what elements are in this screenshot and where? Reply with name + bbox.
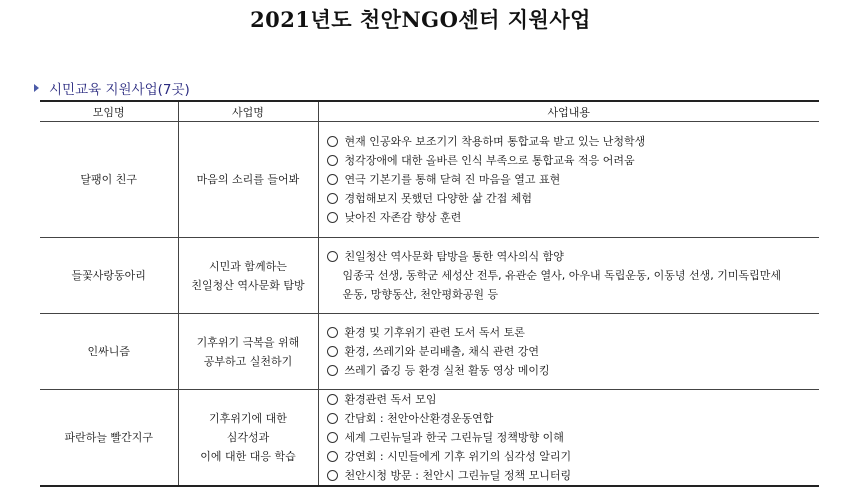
list-item-text: 친일청산 역사문화 탐방을 통한 역사의식 함양 xyxy=(344,250,564,263)
list-item xyxy=(327,247,820,266)
list-item xyxy=(327,151,820,170)
list-item-text: 환경관련 독서 모임 xyxy=(344,393,437,406)
project-line: 마음의 소리를 들어봐 xyxy=(196,173,300,186)
circle-bullet-icon xyxy=(327,327,338,338)
table-row xyxy=(40,390,819,487)
project-content xyxy=(318,314,819,390)
circle-bullet-icon xyxy=(327,155,338,166)
project-content xyxy=(318,390,819,487)
list-item xyxy=(327,428,820,447)
header-project: 사업명 xyxy=(178,101,318,122)
circle-bullet-icon xyxy=(327,394,338,405)
list-item xyxy=(327,323,820,342)
project-line: 이에 대한 대응 학습 xyxy=(200,450,296,463)
circle-bullet-icon xyxy=(327,174,338,185)
list-item xyxy=(327,208,820,227)
group-name: 인싸니즘 xyxy=(40,314,178,390)
list-item-text: 환경, 쓰레기와 분리배출, 채식 관련 강연 xyxy=(344,345,539,358)
table-row xyxy=(40,314,819,390)
project-content xyxy=(318,122,819,238)
list-item xyxy=(327,342,820,361)
list-item xyxy=(327,466,820,485)
list-item-continuation: 운동, 망향동산, 천안평화공원 등 xyxy=(342,288,499,301)
table-row xyxy=(40,122,819,238)
list-item-text: 연극 기본기를 통해 닫혀 진 마음을 열고 표현 xyxy=(344,173,561,186)
list-item xyxy=(327,361,820,380)
project-name xyxy=(178,390,318,487)
project-line: 기후위기 극복을 위해 xyxy=(196,335,300,349)
list-item-text: 환경 및 기후위기 관련 도서 독서 토론 xyxy=(344,326,525,339)
list-item xyxy=(327,132,820,151)
section-heading-label: 시민교육 지원사업(7곳) xyxy=(49,82,190,98)
group-name: 달팽이 친구 xyxy=(40,122,178,238)
table-row xyxy=(40,238,819,314)
project-name xyxy=(178,314,318,390)
project-content xyxy=(318,238,819,314)
project-name xyxy=(178,238,318,314)
list-item xyxy=(327,170,820,189)
project-line: 공부하고 실천하기 xyxy=(203,354,293,368)
triangle-bullet-icon xyxy=(34,84,39,92)
circle-bullet-icon xyxy=(327,212,338,223)
list-item-text: 간담회 : 천안아산환경운동연합 xyxy=(344,412,494,425)
project-line: 시민과 함께하는 xyxy=(209,259,287,273)
list-item-text: 낮아진 자존감 향상 훈련 xyxy=(344,211,462,224)
header-group: 모임명 xyxy=(40,101,178,122)
circle-bullet-icon xyxy=(327,451,338,462)
list-item-text: 강연회 : 시민들에게 기후 위기의 심각성 알리기 xyxy=(344,450,572,463)
circle-bullet-icon xyxy=(327,470,338,481)
list-item-text: 청각장애에 대한 올바른 인식 부족으로 통합교육 적응 어려움 xyxy=(344,154,635,167)
circle-bullet-icon xyxy=(327,346,338,357)
circle-bullet-icon xyxy=(327,413,338,424)
project-line: 친일청산 역사문화 탐방 xyxy=(191,278,305,292)
circle-bullet-icon xyxy=(327,136,338,147)
section-heading xyxy=(34,78,190,98)
circle-bullet-icon xyxy=(327,193,338,204)
project-name xyxy=(178,122,318,238)
list-item xyxy=(327,390,820,409)
list-item-text: 현재 인공와우 보조기기 착용하며 통합교육 받고 있는 난청학생 xyxy=(344,135,646,148)
project-line: 심각성과 xyxy=(226,431,270,444)
list-item xyxy=(327,409,820,428)
list-item-text: 세계 그린뉴딜과 한국 그린뉴딜 정책방향 이해 xyxy=(344,431,564,444)
page-title: 2021년도 천안NGO센터 지원사업 xyxy=(250,7,591,32)
group-name: 들꽃사랑동아리 xyxy=(40,238,178,314)
list-item xyxy=(327,189,820,208)
project-line: 기후위기에 대한 xyxy=(209,412,287,425)
list-item xyxy=(327,447,820,466)
table-header-row xyxy=(40,101,819,122)
list-item-text: 쓰레기 줍깅 등 환경 실천 활동 영상 메이킹 xyxy=(344,364,550,377)
circle-bullet-icon xyxy=(327,432,338,443)
list-item-text: 천안시청 방문 : 천안시 그린뉴딜 정책 모니터링 xyxy=(344,469,572,482)
support-projects-table xyxy=(40,100,819,487)
group-name: 파란하늘 빨간지구 xyxy=(40,390,178,487)
header-content: 사업내용 xyxy=(318,101,819,122)
circle-bullet-icon xyxy=(327,251,338,262)
list-item-continuation: 임종국 선생, 동학군 세성산 전투, 유관순 열사, 아우내 독립운동, 이동녕 선생, 기미독립만세 xyxy=(342,269,781,282)
circle-bullet-icon xyxy=(327,365,338,376)
list-item-text: 경험해보지 못했던 다양한 삶 간접 체험 xyxy=(344,192,532,205)
